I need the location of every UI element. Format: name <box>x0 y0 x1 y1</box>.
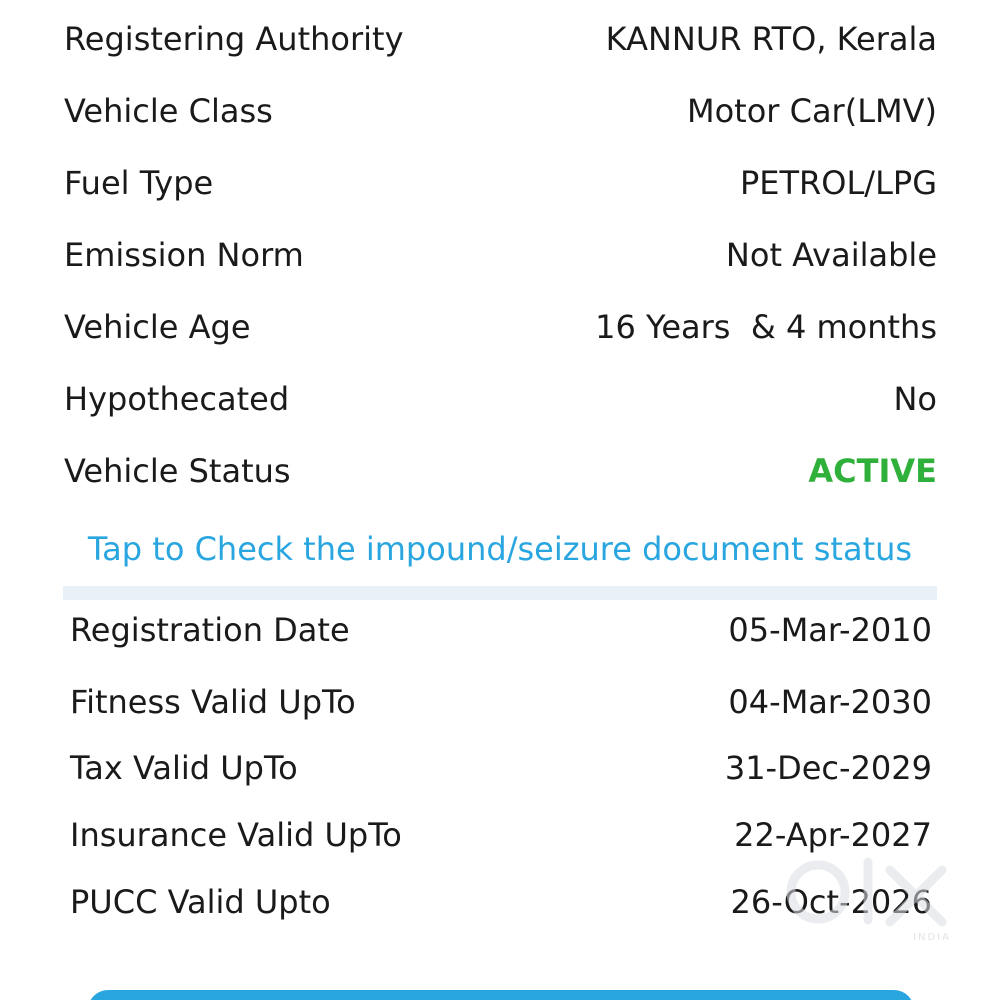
detail-label: Emission Norm <box>64 236 304 274</box>
impound-status-link[interactable]: Tap to Check the impound/seizure document status <box>87 530 913 568</box>
detail-value: PETROL/LPG <box>739 164 937 202</box>
detail-label: Vehicle Age <box>64 308 251 346</box>
watermark-text: INDIA <box>913 932 951 943</box>
detail-label: Fuel Type <box>64 164 214 202</box>
detail-row-registration-date <box>70 605 932 655</box>
detail-row-vehicle-class <box>64 86 937 136</box>
detail-label: Hypothecated <box>64 380 290 418</box>
detail-value: 26-Oct-2026 <box>730 883 932 921</box>
detail-row-registering-authority <box>64 14 937 64</box>
detail-label: PUCC Valid Upto <box>70 883 331 921</box>
detail-row-fitness-valid <box>70 677 932 727</box>
detail-label: Registering Authority <box>64 20 404 58</box>
detail-value: 31-Dec-2029 <box>724 749 932 787</box>
detail-row-fuel-type <box>64 158 937 208</box>
detail-label: Tax Valid UpTo <box>70 749 298 787</box>
section-divider <box>63 586 937 600</box>
detail-label: Vehicle Class <box>64 92 273 130</box>
detail-row-pucc-valid <box>70 877 932 927</box>
detail-row-vehicle-status <box>64 446 937 496</box>
detail-label: Registration Date <box>70 611 350 649</box>
detail-row-emission-norm <box>64 230 937 280</box>
detail-label: Vehicle Status <box>64 452 291 490</box>
detail-label: Fitness Valid UpTo <box>70 683 356 721</box>
detail-value: KANNUR RTO, Kerala <box>605 20 937 58</box>
detail-value: Motor Car(LMV) <box>686 92 937 130</box>
detail-row-tax-valid <box>70 743 932 793</box>
detail-value: 04-Mar-2030 <box>728 683 932 721</box>
bottom-action-button[interactable] <box>88 990 914 1000</box>
detail-label: Insurance Valid UpTo <box>70 816 402 854</box>
detail-row-vehicle-age <box>64 302 937 352</box>
detail-value: 16 Years & 4 months <box>595 308 937 346</box>
status-badge: ACTIVE <box>808 452 937 490</box>
detail-value: 05-Mar-2010 <box>728 611 932 649</box>
detail-row-hypothecated <box>64 374 937 424</box>
detail-row-insurance-valid <box>70 810 932 860</box>
detail-value: 22-Apr-2027 <box>734 816 932 854</box>
detail-value: No <box>893 380 937 418</box>
detail-value: Not Available <box>725 236 937 274</box>
